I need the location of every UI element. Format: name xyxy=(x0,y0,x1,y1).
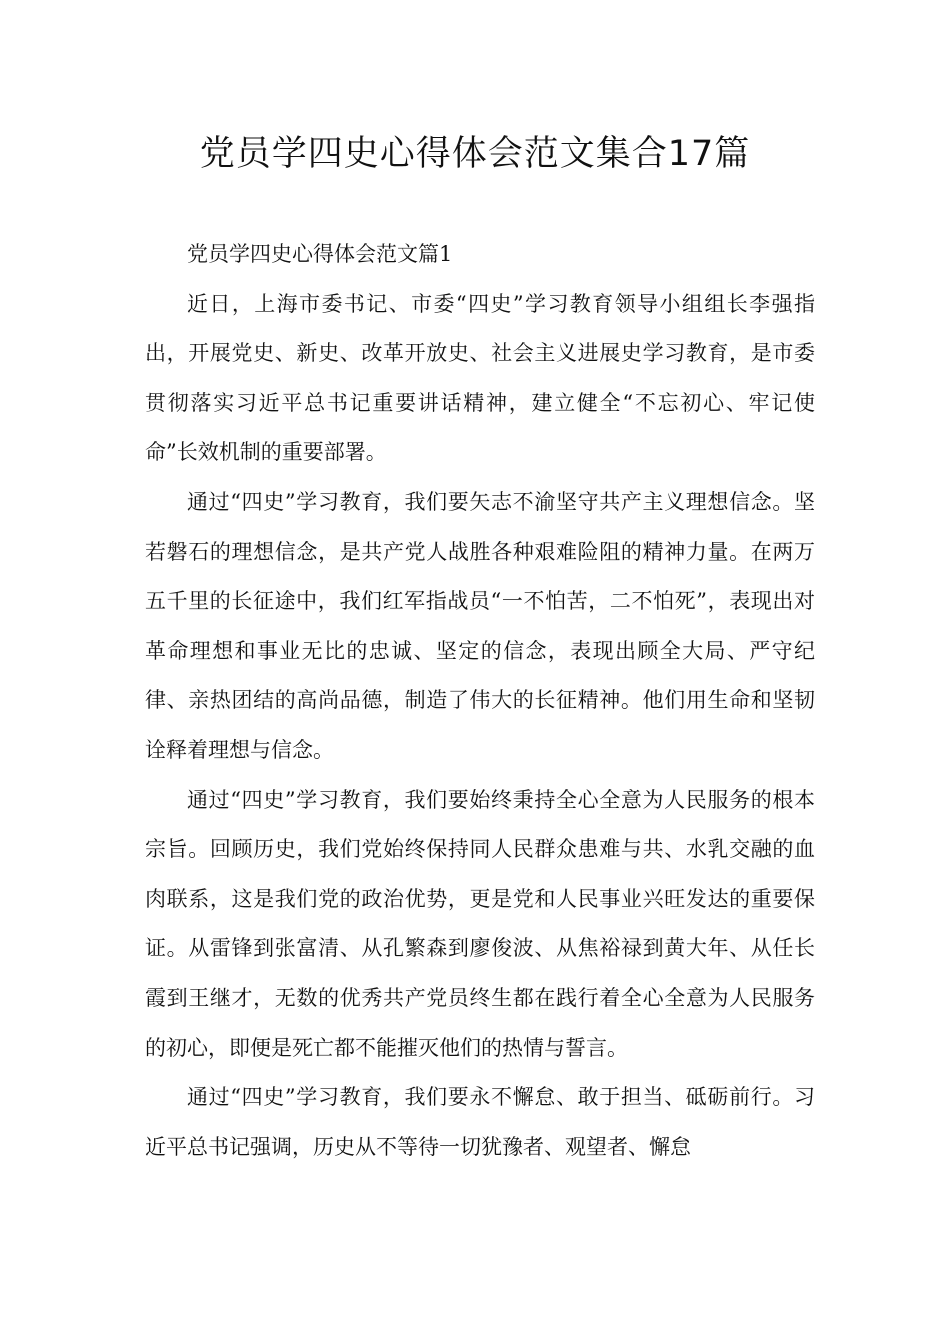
paragraph-3: 通过“四史”学习教育，我们要始终秉持全心全意为人民服务的根本宗旨。回顾历史，我们党始终保持同人民群众患难与共、水乳交融的血肉联系，这是我们党的政治优势，更是党和人民事业兴旺发达的重要保证。从雷锋到张富清、从孔繁森到廖俊波、从焦裕禄到黄大年、从任长霞到王继才，无数的优秀共产党员终生都在践行着全心全意为人民服务的初心，即便是死亡都不能摧灭他们的热情与誓言。 xyxy=(145,787,815,1060)
paragraph-1: 近日，上海市委书记、市委“四史”学习教育领导小组组长李强指出，开展党史、新史、改革开放史、社会主义进展史学习教育，是市委贯彻落实习近平总书记重要讲话精神，建立健全“不忘初心、牢记使命”长效机制的重要部署。 xyxy=(145,291,815,465)
document-body xyxy=(145,230,815,1172)
paragraph-4: 通过“四史”学习教育，我们要永不懈怠、敢于担当、砥砺前行。习近平总书记强调，历史从不等待一切犹豫者、观望者、懈怠 xyxy=(145,1085,815,1159)
section-heading: 党员学四史心得体会范文篇1 xyxy=(187,242,453,266)
document-title: 党员学四史心得体会范文集合17篇 xyxy=(199,134,751,174)
paragraph-2: 通过“四史”学习教育，我们要矢志不渝坚守共产主义理想信念。坚若磐石的理想信念，是共产党人战胜各种艰难险阻的精神力量。在两万五千里的长征途中，我们红军指战员“一不怕苦，二不怕死”，表现出对革命理想和事业无比的忠诚、坚定的信念，表现出顾全大局、严守纪律、亲热团结的高尚品德，制造了伟大的长征精神。他们用生命和坚韧诠释着理想与信念。 xyxy=(145,489,815,762)
